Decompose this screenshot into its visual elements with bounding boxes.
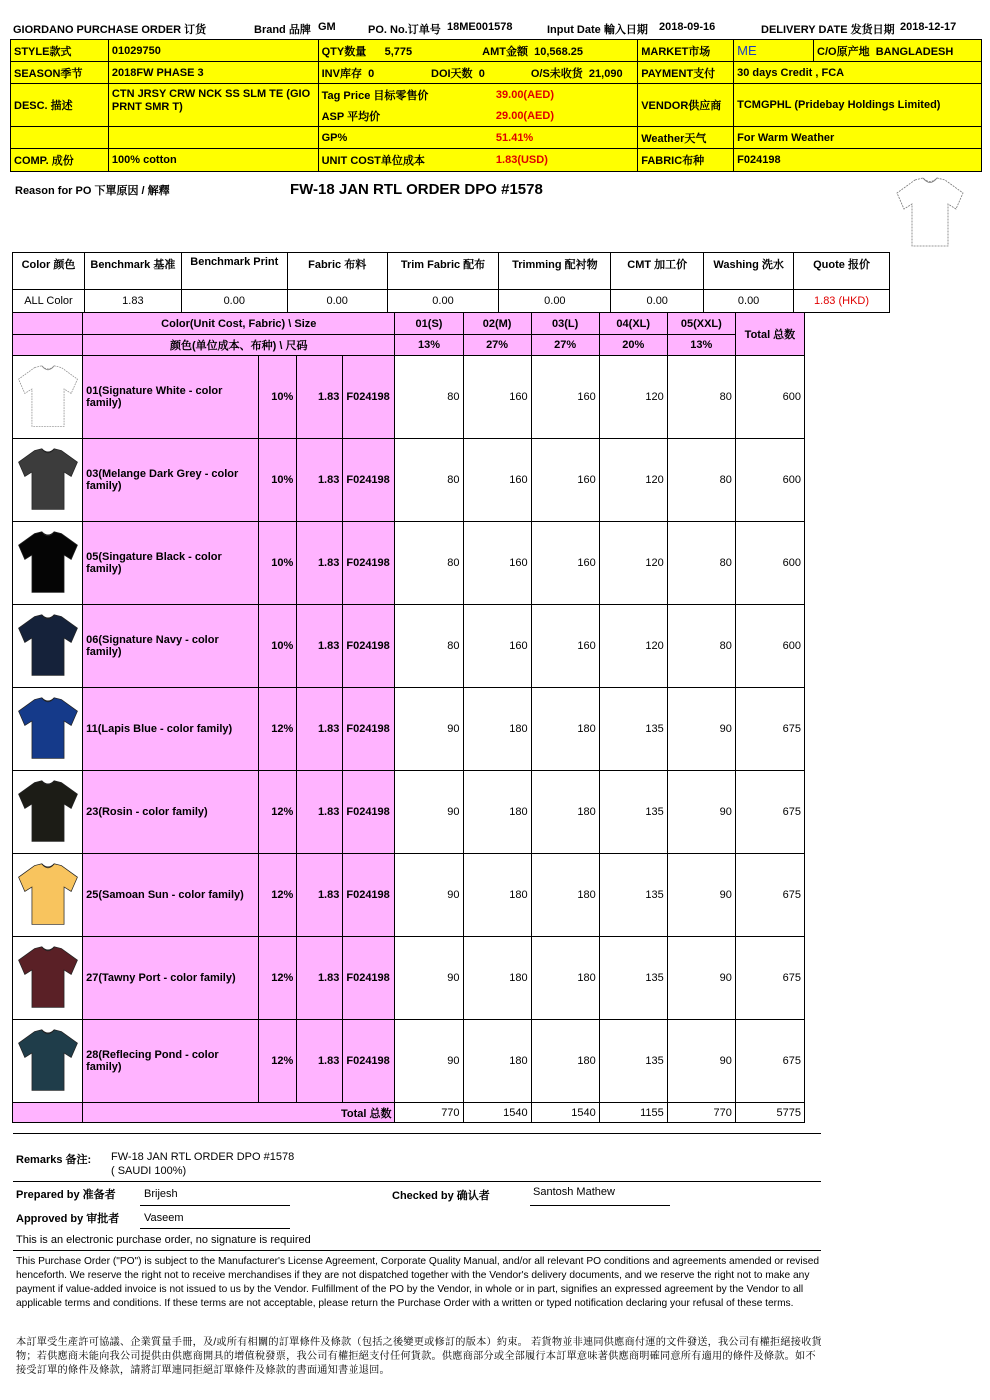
approved-value: Vaseem: [144, 1212, 184, 1224]
qty-cell: 80: [395, 439, 463, 522]
brand-label: Brand 品牌: [254, 24, 311, 36]
qty-cell: 160: [463, 439, 531, 522]
fabric-label: FABRIC布种: [638, 149, 734, 172]
qty-cell: 80: [395, 605, 463, 688]
input-date-label: Input Date 輸入日期: [547, 24, 648, 36]
reason-label: Reason for PO 下單原因 / 解釋: [15, 185, 170, 197]
color-row: [13, 854, 805, 937]
cost-header-cell: CMT 加工价: [611, 253, 704, 290]
total-cell: 770: [667, 1103, 735, 1123]
color-name: 28(Reflecing Pond - color family): [83, 1020, 259, 1103]
color-name: 11(Lapis Blue - color family): [83, 688, 259, 771]
total-cell: 1540: [463, 1103, 531, 1123]
remarks-label: Remarks 备注:: [16, 1154, 92, 1166]
color-unit-cost: 1.83: [297, 688, 343, 771]
fabric-value: F024198: [734, 149, 982, 172]
color-fabric: F024198: [343, 1020, 395, 1103]
color-fabric: F024198: [343, 439, 395, 522]
size-percent: 13%: [667, 335, 735, 356]
row-total-cell: 600: [735, 522, 804, 605]
qty-cell: 135: [599, 854, 667, 937]
tshirt-swatch-icon: [13, 688, 83, 771]
approved-label: Approved by 审批者: [16, 1213, 120, 1225]
qty-cell: 160: [531, 356, 599, 439]
color-row: [13, 771, 805, 854]
cost-value-cell: ALL Color: [13, 290, 85, 313]
remarks-line1: FW-18 JAN RTL ORDER DPO #1578: [111, 1151, 295, 1163]
qty-cell: 180: [531, 771, 599, 854]
qty-cell: 135: [599, 1020, 667, 1103]
color-row: [13, 605, 805, 688]
tshirt-swatch-icon: [13, 356, 83, 439]
row-total-cell: 600: [735, 439, 804, 522]
tag-price-value: 39.00(AED): [493, 84, 638, 106]
color-percent: 10%: [259, 605, 297, 688]
color-name: 25(Samoan Sun - color family): [83, 854, 259, 937]
unit-cost-value: 1.83(USD): [493, 149, 638, 172]
qty-cell: 135: [599, 688, 667, 771]
style-label: STYLE款式: [11, 40, 109, 62]
tshirt-swatch-icon: [13, 854, 83, 937]
tshirt-swatch-icon: [13, 937, 83, 1020]
color-fabric: F024198: [343, 937, 395, 1020]
gp-value: 51.41%: [493, 127, 638, 149]
size-header: 03(L): [531, 313, 599, 335]
vendor-value: TCMGPHL (Pridebay Holdings Limited): [734, 84, 982, 127]
qty-label: QTY数量: [321, 45, 367, 58]
desc-value: CTN JRSY CRW NCK SS SLM TE (GIO PRNT SMR T): [108, 84, 318, 127]
qty-cell: 160: [531, 605, 599, 688]
checked-value: Santosh Mathew: [533, 1186, 615, 1198]
vendor-label: VENDOR供应商: [638, 84, 734, 127]
color-percent: 10%: [259, 522, 297, 605]
cost-value-cell: 0.00: [704, 290, 794, 313]
origin-value: BANGLADESH: [875, 45, 954, 58]
color-fabric: F024198: [343, 356, 395, 439]
color-fabric: F024198: [343, 854, 395, 937]
tshirt-swatch-icon: [13, 522, 83, 605]
color-name: 01(Signature White - color family): [83, 356, 259, 439]
doi-value: 0: [478, 67, 485, 80]
color-row: [13, 688, 805, 771]
qty-cell: 90: [395, 688, 463, 771]
cost-value-cell: 0.00: [181, 290, 287, 313]
qty-cell: 160: [531, 522, 599, 605]
qty-cell: 90: [667, 771, 735, 854]
electronic-note: This is an electronic purchase order, no signature is required: [16, 1234, 311, 1246]
weather-label: Weather天气: [638, 127, 734, 149]
row-total-cell: 675: [735, 854, 804, 937]
cost-value-cell: 1.83 (HKD): [794, 290, 890, 313]
cost-value-cell: 0.00: [387, 290, 499, 313]
delivery-date-value: 2018-12-17: [900, 21, 957, 33]
qty-cell: 180: [463, 688, 531, 771]
order-info-table: [10, 39, 982, 172]
cost-value-cell: 0.00: [287, 290, 387, 313]
po-label: PO. No.订单号: [368, 24, 441, 36]
qty-cell: 160: [531, 439, 599, 522]
grand-total-cell: 5775: [735, 1103, 804, 1123]
qty-cell: 135: [599, 937, 667, 1020]
color-fabric: F024198: [343, 771, 395, 854]
qty-cell: 90: [395, 771, 463, 854]
color-unit-cost: 1.83: [297, 1020, 343, 1103]
color-name: 05(Singature Black - color family): [83, 522, 259, 605]
brand-value: GM: [318, 21, 336, 33]
size-percent: 13%: [395, 335, 463, 356]
cost-header-cell: Washing 洗水: [704, 253, 794, 290]
size-breakdown-table: [12, 312, 805, 1123]
delivery-date-label: DELIVERY DATE 发货日期: [761, 24, 895, 36]
size-percent: 20%: [599, 335, 667, 356]
payment-label: PAYMENT支付: [638, 62, 734, 84]
size-header: 01(S): [395, 313, 463, 335]
qty-cell: 80: [667, 522, 735, 605]
color-name: 27(Tawny Port - color family): [83, 937, 259, 1020]
row-total-cell: 675: [735, 688, 804, 771]
size-header: 02(M): [463, 313, 531, 335]
origin-label: C/O原产地: [817, 45, 870, 58]
qty-cell: 180: [531, 1020, 599, 1103]
qty-cell: 135: [599, 771, 667, 854]
tshirt-swatch-icon: [13, 439, 83, 522]
inv-value: 0: [368, 67, 375, 80]
qty-cell: 90: [667, 688, 735, 771]
color-unit-cost: 1.83: [297, 771, 343, 854]
grid-total-label: Total 总数: [83, 1103, 395, 1123]
qty-cell: 160: [463, 522, 531, 605]
row-total-cell: 600: [735, 356, 804, 439]
qty-cell: 180: [463, 937, 531, 1020]
tshirt-swatch-icon: [13, 605, 83, 688]
qty-cell: 90: [667, 854, 735, 937]
market-label: MARKET市场: [638, 40, 734, 62]
qty-cell: 180: [531, 688, 599, 771]
tag-price-label: Tag Price 目标零售价: [318, 84, 493, 106]
tshirt-swatch-icon: [13, 771, 83, 854]
color-name: 23(Rosin - color family): [83, 771, 259, 854]
qty-cell: 120: [599, 522, 667, 605]
color-percent: 10%: [259, 356, 297, 439]
desc-label: DESC. 描述: [11, 84, 109, 127]
color-name: 03(Melange Dark Grey - color family): [83, 439, 259, 522]
legal-text-english: This Purchase Order ("PO") is subject to the Manufacturer's License Agreement, Corporate Quality Manual, and/or all relevant PO conditions and agreements amended or revised henceforth. We reserve the right not to receive merchandises if they are not dispatched together with the Vendor's delivery documents, and we reserve the right not to make any payment if value-added invoice is not issued to us by the Vendor. Fulfillment of the PO by the Vendor, in whole or in part, signifies an expressed agreement by the Vendor to all applicable terms and conditions. If these terms are not acceptable, please return the Purchase Order with a written or typed notification declaring your refusal of these terms.: [16, 1256, 820, 1309]
qty-value: 5,775: [384, 45, 413, 58]
qty-cell: 180: [463, 1020, 531, 1103]
qty-cell: 120: [599, 605, 667, 688]
gp-label: GP%: [318, 127, 493, 149]
asp-label: ASP 平均价: [318, 106, 493, 127]
cost-breakdown-table: [12, 252, 890, 313]
color-unit-cost: 1.83: [297, 522, 343, 605]
color-percent: 12%: [259, 1020, 297, 1103]
cost-header-cell: Fabric 布料: [287, 253, 387, 290]
color-percent: 12%: [259, 854, 297, 937]
qty-cell: 80: [667, 356, 735, 439]
qty-cell: 180: [531, 854, 599, 937]
qty-cell: 90: [667, 937, 735, 1020]
total-header: Total 总数: [735, 313, 804, 356]
qty-cell: 80: [395, 356, 463, 439]
weather-value: For Warm Weather: [734, 127, 982, 149]
input-date-value: 2018-09-16: [659, 21, 716, 33]
color-unit-cost: 1.83: [297, 854, 343, 937]
row-total-cell: 675: [735, 937, 804, 1020]
qty-cell: 80: [395, 522, 463, 605]
cost-header-cell: Benchmark 基准: [84, 253, 181, 290]
color-percent: 12%: [259, 688, 297, 771]
checked-label: Checked by 确认者: [392, 1190, 490, 1202]
qty-cell: 90: [395, 854, 463, 937]
color-percent: 12%: [259, 937, 297, 1020]
size-header: 05(XXL): [667, 313, 735, 335]
asp-value: 29.00(AED): [493, 106, 638, 127]
comp-value: 100% cotton: [108, 149, 318, 172]
cost-value-cell: 1.83: [84, 290, 181, 313]
prepared-label: Prepared by 准备者: [16, 1189, 116, 1201]
market-value: ME: [734, 40, 814, 62]
prepared-value: Brijesh: [144, 1188, 178, 1200]
size-percent: 27%: [531, 335, 599, 356]
total-cell: 1155: [599, 1103, 667, 1123]
size-percent: 27%: [463, 335, 531, 356]
season-value: 2018FW PHASE 3: [108, 62, 318, 84]
grid-header-bottom: 颜色(单位成本、布种) \ 尺码: [83, 335, 395, 356]
unit-cost-label: UNIT COST单位成本: [318, 149, 493, 172]
qty-cell: 90: [667, 1020, 735, 1103]
po-value: 18ME001578: [447, 21, 513, 33]
qty-cell: 80: [667, 605, 735, 688]
cost-header-cell: Trimming 配衬物: [499, 253, 611, 290]
document-title: GIORDANO PURCHASE ORDER 订货: [13, 24, 207, 36]
cost-header-cell: Benchmark Print: [181, 253, 287, 290]
cost-value-cell: 0.00: [499, 290, 611, 313]
cost-value-cell: 0.00: [611, 290, 704, 313]
legal-text-chinese: 本訂單受生產許可協議、企業質量手冊，及/或所有相關的訂單條件及條款（包括之後變更或修訂的版本）約束。 若貨物並非連同供應商付運的文件發送，我公司有權拒絕接收貨物；若供應商未能向我公司提供由供應商開具的增值稅發票，我公司有權拒絕支付任何貨款。供應商部分或全部履行本訂單意味著供應商明確同意所有適用的條件及條款。如不接受訂單的條件及條款，請將訂單連同拒絕訂單條件及條款的書面通知書並退回。: [16, 1337, 822, 1376]
total-cell: 1540: [531, 1103, 599, 1123]
color-name: 06(Signature Navy - color family): [83, 605, 259, 688]
color-percent: 12%: [259, 771, 297, 854]
os-value: 21,090: [588, 67, 623, 80]
season-label: SEASON季节: [11, 62, 109, 84]
os-label: O/S未收货: [530, 67, 583, 80]
qty-cell: 120: [599, 356, 667, 439]
order-title: FW-18 JAN RTL ORDER DPO #1578: [290, 181, 543, 198]
qty-cell: 180: [463, 771, 531, 854]
grid-header-top: Color(Unit Cost, Fabric) \ Size: [83, 313, 395, 335]
qty-cell: 180: [463, 854, 531, 937]
color-fabric: F024198: [343, 605, 395, 688]
qty-cell: 90: [395, 937, 463, 1020]
size-header: 04(XL): [599, 313, 667, 335]
color-unit-cost: 1.83: [297, 605, 343, 688]
qty-cell: 120: [599, 439, 667, 522]
qty-cell: 80: [667, 439, 735, 522]
cost-header-cell: Color 颜色: [13, 253, 85, 290]
color-unit-cost: 1.83: [297, 439, 343, 522]
color-unit-cost: 1.83: [297, 356, 343, 439]
color-unit-cost: 1.83: [297, 937, 343, 1020]
color-row: [13, 1020, 805, 1103]
style-value: 01029750: [108, 40, 318, 62]
comp-label: COMP. 成份: [11, 149, 109, 172]
row-total-cell: 675: [735, 771, 804, 854]
amt-label: AMT金额: [482, 45, 528, 58]
color-percent: 10%: [259, 439, 297, 522]
color-row: [13, 439, 805, 522]
color-row: [13, 522, 805, 605]
amt-value: 10,568.25: [534, 45, 584, 58]
qty-cell: 90: [395, 1020, 463, 1103]
color-fabric: F024198: [343, 522, 395, 605]
qty-cell: 180: [531, 937, 599, 1020]
qty-cell: 160: [463, 356, 531, 439]
color-row: [13, 937, 805, 1020]
color-fabric: F024198: [343, 688, 395, 771]
inv-label: INV库存: [321, 67, 362, 80]
payment-value: 30 days Credit , FCA: [734, 62, 982, 84]
color-row: [13, 356, 805, 439]
product-sketch-icon: [893, 176, 967, 250]
cost-header-cell: Trim Fabric 配布: [387, 253, 499, 290]
remarks-line2: ( SAUDI 100%): [111, 1165, 187, 1177]
qty-cell: 160: [463, 605, 531, 688]
cost-header-cell: Quote 报价: [794, 253, 890, 290]
doi-label: DOI天数: [431, 67, 473, 80]
row-total-cell: 675: [735, 1020, 804, 1103]
tshirt-swatch-icon: [13, 1020, 83, 1103]
total-cell: 770: [395, 1103, 463, 1123]
row-total-cell: 600: [735, 605, 804, 688]
